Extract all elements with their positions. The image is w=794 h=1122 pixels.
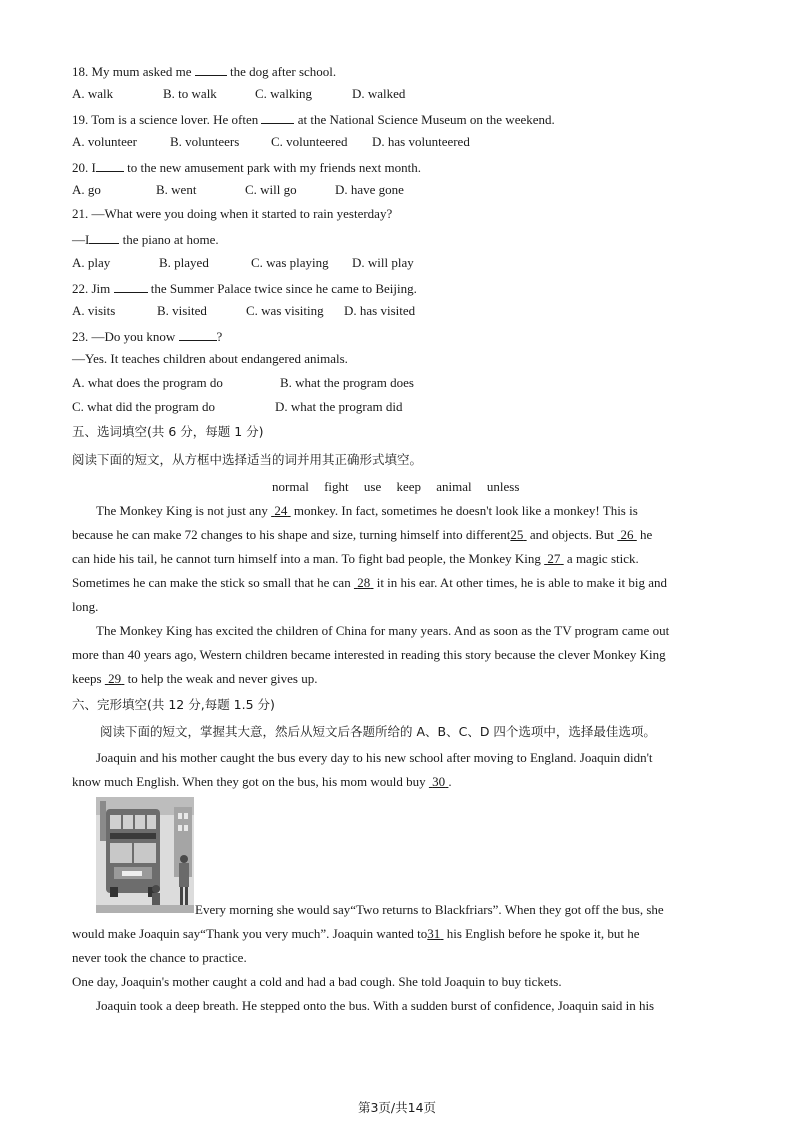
passage-text: a magic stick. xyxy=(563,551,639,566)
reply-text: the piano at home. xyxy=(119,232,219,247)
option-d: D. what the program did xyxy=(275,399,403,414)
passage-text: monkey. In fact, sometimes he doesn't look like a monkey! This is xyxy=(290,503,638,518)
option-d: D. have gone xyxy=(335,182,404,197)
answer-blank xyxy=(179,326,217,341)
stem-text: the dog after school. xyxy=(226,64,337,79)
option-a: A. volunteer xyxy=(72,134,137,149)
answer-blank xyxy=(96,157,124,172)
passage-line xyxy=(72,526,652,544)
question-22-stem xyxy=(72,278,417,298)
passage-line: Joaquin and his mother caught the bus every day to his new school after moving to England. Joaquin didn't xyxy=(96,750,653,765)
passage-text: keeps xyxy=(72,671,105,686)
passage-line xyxy=(72,550,639,568)
passage-text: would make Joaquin say“Thank you very much”. Joaquin wanted to xyxy=(72,926,428,941)
stem-text: 18. My mum asked me xyxy=(72,64,195,79)
passage-line xyxy=(72,574,667,592)
answer-blank xyxy=(114,278,148,293)
passage-line: Joaquin took a deep breath. He stepped onto the bus. With a sudden burst of confidence, Joaquin said in his xyxy=(96,998,655,1013)
answer-blank xyxy=(195,61,227,76)
option-a: A. play xyxy=(72,255,111,270)
blank-27 xyxy=(544,551,564,566)
question-21-stem: 21. —What were you doing when it started to rain yesterday? xyxy=(72,206,393,221)
option-b: B. what the program does xyxy=(280,375,414,390)
question-21-reply xyxy=(72,229,219,249)
question-23-reply: —Yes. It teaches children about endangered animals. xyxy=(72,351,348,366)
bus-image xyxy=(96,797,194,913)
option-d: D. will play xyxy=(352,255,414,270)
passage-text: he xyxy=(636,527,653,542)
option-c: C. will go xyxy=(245,182,297,197)
passage-line: never took the chance to practice. xyxy=(72,950,247,965)
passage-line xyxy=(72,773,452,791)
passage-line xyxy=(72,925,640,943)
option-b: B. volunteers xyxy=(170,134,240,149)
passage-text: to help the weak and never gives up. xyxy=(124,671,318,686)
blank-number: 24 xyxy=(274,503,288,518)
blank-30 xyxy=(429,774,452,789)
reply-text: —I xyxy=(72,232,90,247)
stem-text: 19. Tom is a science lover. He often xyxy=(72,112,262,127)
blank-number: 25 xyxy=(510,527,524,542)
option-a: A. visits xyxy=(72,303,116,318)
option-d: D. walked xyxy=(352,86,406,101)
passage-line: long. xyxy=(72,599,99,614)
word-box xyxy=(272,478,529,496)
option-c: C. was visiting xyxy=(246,303,324,318)
passage-text: can hide his tail, he cannot turn himself into a man. To fight bad people, the Monkey King xyxy=(72,551,545,566)
question-20-stem xyxy=(72,157,421,177)
word-box-item: normal xyxy=(272,479,309,494)
blank-31 xyxy=(427,926,443,941)
passage-line xyxy=(96,502,638,520)
stem-text: the Summer Palace twice since he came to Beijing. xyxy=(147,281,417,296)
option-a: A. what does the program do xyxy=(72,375,223,390)
question-23-stem xyxy=(72,326,222,346)
word-box-item: unless xyxy=(486,479,520,494)
passage-line: Every morning she would say“Two returns to Blackfriars”. When they got off the bus, she xyxy=(195,902,664,917)
passage-line: The Monkey King has excited the children of China for many years. And as soon as the TV program came out xyxy=(96,623,670,638)
blank-28 xyxy=(354,575,374,590)
passage-text: . xyxy=(448,774,452,789)
blank-25 xyxy=(510,527,526,542)
blank-number: 26 xyxy=(620,527,634,542)
passage-text: Sometimes he can make the stick so small that he can xyxy=(72,575,354,590)
option-c: C. walking xyxy=(255,86,313,101)
blank-24 xyxy=(271,503,291,518)
question-19-stem xyxy=(72,109,555,129)
option-d: D. has visited xyxy=(344,303,416,318)
stem-text: 22. Jim xyxy=(72,281,114,296)
answer-blank xyxy=(261,109,294,124)
blank-number: 31 xyxy=(427,926,441,941)
passage-text: know much English. When they got on the bus, his mom would buy xyxy=(72,774,429,789)
blank-29 xyxy=(105,671,125,686)
option-b: B. went xyxy=(156,182,197,197)
passage-line: more than 40 years ago, Western children became interested in reading this story because the clever Monkey King xyxy=(72,647,666,662)
section-5-heading: 五、选词填空(共 6 分，每题 1 分) xyxy=(72,424,264,439)
answer-blank xyxy=(89,229,119,244)
stem-text: to the new amusement park with my friends next month. xyxy=(123,160,421,175)
option-b: B. to walk xyxy=(163,86,217,101)
stem-text: 23. —Do you know xyxy=(72,329,179,344)
blank-26 xyxy=(617,527,637,542)
stem-text: at the National Science Museum on the weekend. xyxy=(294,112,555,127)
stem-text: ? xyxy=(216,329,223,344)
section-6-heading: 六、完形填空(共 12 分,每题 1.5 分) xyxy=(72,697,275,712)
section-5-instruction: 阅读下面的短文，从方框中选择适当的词并用其正确形式填空。 xyxy=(72,452,423,467)
page-footer: 第3页/共14页 xyxy=(357,1100,437,1115)
section-6-instruction: 阅读下面的短文，掌握其大意，然后从短文后各题所给的 A、B、C、D 四个选项中，选择最佳选项。 xyxy=(100,724,656,739)
passage-text: because he can make 72 changes to his shape and size, turning himself into different xyxy=(72,527,511,542)
word-box-item: fight xyxy=(324,479,349,494)
bus-illustration xyxy=(96,797,194,913)
blank-number: 27 xyxy=(547,551,561,566)
word-box-item: animal xyxy=(436,479,472,494)
passage-text: The Monkey King is not just any xyxy=(96,503,272,518)
option-c: C. volunteered xyxy=(271,134,348,149)
passage-text: it in his ear. At other times, he is able to make it big and xyxy=(373,575,667,590)
option-a: A. walk xyxy=(72,86,114,101)
passage-line xyxy=(72,670,318,688)
option-a: A. go xyxy=(72,182,101,197)
word-box-item: use xyxy=(363,479,382,494)
option-d: D. has volunteered xyxy=(372,134,470,149)
blank-number: 30 xyxy=(432,774,446,789)
passage-text: his English before he spoke it, but he xyxy=(443,926,640,941)
option-c: C. was playing xyxy=(251,255,329,270)
stem-text: 20. I xyxy=(72,160,96,175)
word-box-item: keep xyxy=(396,479,422,494)
passage-line: One day, Joaquin's mother caught a cold and had a bad cough. She told Joaquin to buy tickets. xyxy=(72,974,562,989)
option-c: C. what did the program do xyxy=(72,399,215,414)
option-b: B. visited xyxy=(157,303,207,318)
blank-number: 28 xyxy=(357,575,371,590)
question-18-stem xyxy=(72,61,336,81)
passage-text: and objects. But xyxy=(526,527,618,542)
blank-number: 29 xyxy=(108,671,122,686)
option-b: B. played xyxy=(159,255,209,270)
